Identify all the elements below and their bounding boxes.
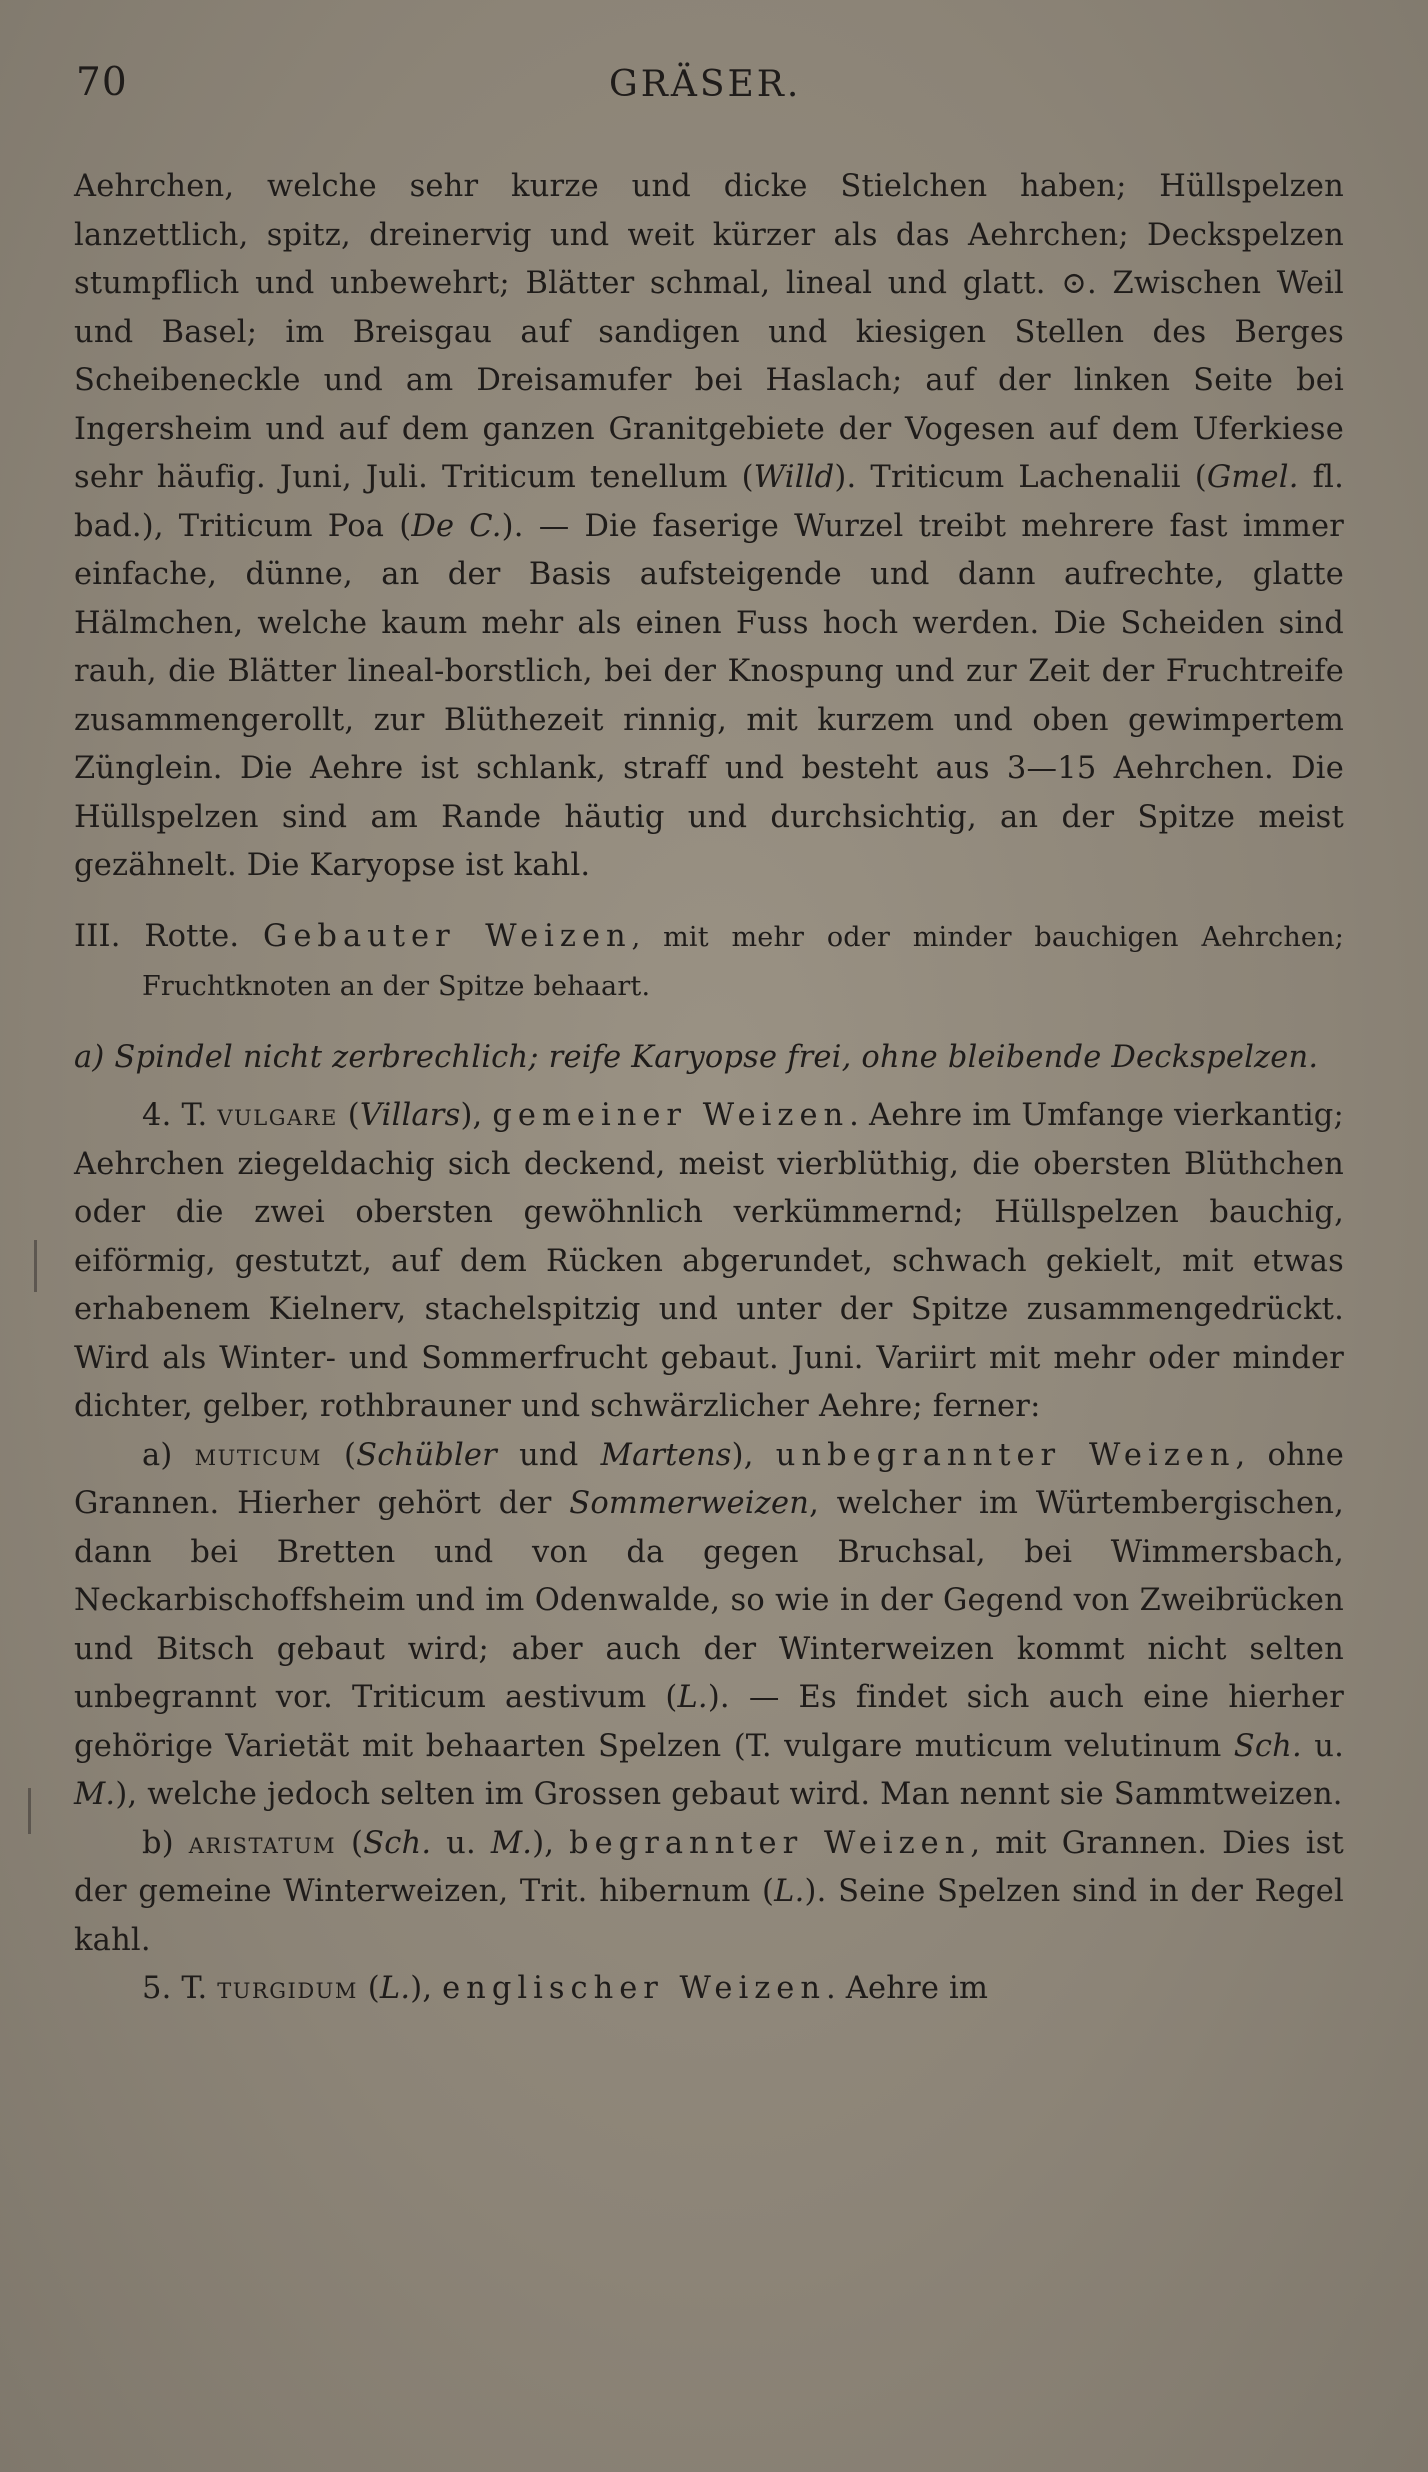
- paragraph-species-turgidum: [74, 1965, 1344, 2014]
- text-run: Schübler: [356, 1437, 497, 1473]
- text-run: ). Triticum Lachenalii (: [834, 460, 1207, 495]
- margin-mark: [34, 1240, 37, 1292]
- text-run: Villars: [359, 1098, 461, 1133]
- text-run: , ohne Grannen. Hierher gehört der: [74, 1437, 1345, 1521]
- text-run: ), welche jedoch selten im Grossen gebaut wird. Man nennt sie Sammtweizen.: [115, 1777, 1343, 1812]
- running-title: GRÄSER.: [609, 64, 802, 105]
- paragraph-variety-aristatum: [74, 1820, 1344, 1966]
- text-run: Willd: [753, 460, 835, 495]
- text-run: u.: [431, 1825, 491, 1861]
- text-run: gemeiner Weizen: [492, 1098, 850, 1133]
- text-run: M.: [74, 1777, 116, 1812]
- body-text: [74, 163, 1344, 2014]
- text-run: ),: [410, 1971, 443, 2006]
- text-run: unbegrannter Weizen: [775, 1437, 1236, 1473]
- text-run: , mit Grannen. Dies ist der gemeine Winterweizen, Trit. hibernum (: [74, 1825, 1344, 1909]
- text-run: De C.: [411, 508, 502, 544]
- paragraph-rotte-heading: [74, 913, 1344, 1012]
- text-run: Sch.: [363, 1825, 432, 1861]
- text-run: L.: [774, 1874, 805, 1909]
- text-run: und: [496, 1437, 601, 1473]
- text-run: , mit mehr oder minder bauchigen Aehrchen; Fruchtknoten an der Spitze behaart.: [142, 921, 1344, 1002]
- text-run: . Aehre im Umfange vierkantig; Aehrchen ziegeldachig sich deckend, meist vierblüthig, die obersten Blüthchen oder die zwei obersten gewöhnlich verkümmernd; Hüllspelzen bauchig, eiförmig, gestutzt, auf dem Rücken abgerundet, schwach gekielt, mit etwas erhabenem Kielnerv, stachelspitzig und unter der Spitze zusammengedrückt. Wird als Winter- und Sommerfrucht gebaut. Juni. Variirt mit mehr oder minder dichter, gelber, rothbrauner und schwärzlicher Aehre; ferner:: [74, 1098, 1344, 1424]
- text-run: L.: [379, 1971, 411, 2006]
- paragraph-subsection-a: [74, 1034, 1344, 1083]
- text-run: fl. bad.), Triticum Poa (: [74, 460, 1344, 544]
- text-run: ). — Es findet sich auch eine hierher gehörige Varietät mit behaarten Spelzen (T. vulgare muticum velutinum: [74, 1680, 1345, 1764]
- text-run: begrannter Weizen: [569, 1825, 971, 1861]
- text-run: III. Rotte.: [74, 918, 263, 954]
- text-run: Martens: [600, 1437, 732, 1473]
- text-run: L.: [677, 1680, 708, 1715]
- text-run: 4. T.: [142, 1098, 218, 1133]
- text-run: Gebauter Weizen: [263, 918, 632, 954]
- text-run: ). — Die faserige Wurzel treibt mehrere fast immer einfache, dünne, an der Basis aufsteigende und dann aufrechte, glatte Hälmchen, welche kaum mehr als einen Fuss hoch werden. Die Scheiden sind rauh, die Blätter lineal-borstlich, bei der Knospung und zur Zeit der Fruchtreife zusammengerollt, zur Blüthezeit rinnig, mit kurzem und oben gewimpertem Zünglein. Die Aehre ist schlank, straff und besteht aus 3—15 Aehrchen. Die Hüllspelzen sind am Rande häutig und durchsichtig, an der Spitze meist gezähnelt. Die Karyopse ist kahl.: [74, 508, 1345, 883]
- text-run: (: [336, 1825, 364, 1861]
- text-run: ),: [532, 1825, 570, 1861]
- paragraph-variety-muticum: [74, 1432, 1344, 1820]
- page-number: 70: [76, 60, 128, 105]
- text-run: englischer Weizen: [442, 1971, 826, 2006]
- text-run: 5. T.: [142, 1971, 218, 2006]
- text-run: Gmel.: [1206, 460, 1299, 495]
- text-run: Aehrchen, welche sehr kurze und dicke Stielchen haben; Hüllspelzen lanzettlich, spitz, dreinervig und weit kürzer als das Aehrchen; Deckspelzen stumpflich und unbewehrt; Blätter schmal, lineal und glatt. ⊙. Zwischen Weil und Basel; im Breisgau auf sandigen und kiesigen Stellen des Berges Scheibeneckle und am Dreisamufer bei Haslach; auf der linken Seite bei Ingersheim und auf dem ganzen Granitgebiete der Vogesen auf dem Uferkiese sehr häufig. Juni, Juli. Triticum tenellum (: [74, 169, 1344, 495]
- text-run: Sch.: [1233, 1728, 1302, 1764]
- text-run: Sommerweizen: [569, 1486, 810, 1521]
- text-run: turgidum: [217, 1971, 358, 2006]
- text-run: ). Seine Spelzen sind in der Regel kahl.: [74, 1874, 1344, 1958]
- text-run: aristatum: [188, 1825, 337, 1861]
- paragraph-species-vulgare: [74, 1092, 1344, 1432]
- text-run: u.: [1301, 1728, 1344, 1764]
- text-run: (: [337, 1098, 360, 1133]
- page-header: [74, 60, 1344, 120]
- text-run: a): [142, 1437, 195, 1473]
- text-run: (: [357, 1971, 380, 2006]
- text-run: muticum: [194, 1437, 322, 1473]
- margin-mark: [28, 1788, 31, 1834]
- text-run: a) Spindel nicht zerbrechlich; reife Karyopse frei, ohne bleibende Deckspelzen.: [74, 1039, 1319, 1075]
- text-run: ),: [731, 1437, 776, 1473]
- text-run: vulgare: [217, 1098, 338, 1133]
- book-page: [74, 60, 1344, 2440]
- text-run: , welcher im Würtembergischen, dann bei Bretten und von da gegen Bruchsal, bei Wimmersbach, Neckarbischoffsheim und im Odenwalde, so wie in der Gegend von Zweibrücken und Bitsch gebaut wird; aber auch der Winterweizen kommt nicht selten unbegrannt vor. Triticum aestivum (: [74, 1486, 1344, 1715]
- text-run: (: [321, 1437, 357, 1473]
- text-run: ),: [460, 1098, 493, 1133]
- text-run: . Aehre im: [825, 1971, 989, 2006]
- text-run: M.: [490, 1825, 533, 1861]
- paragraph-triticum-continuation: [74, 163, 1344, 891]
- text-run: b): [142, 1825, 189, 1861]
